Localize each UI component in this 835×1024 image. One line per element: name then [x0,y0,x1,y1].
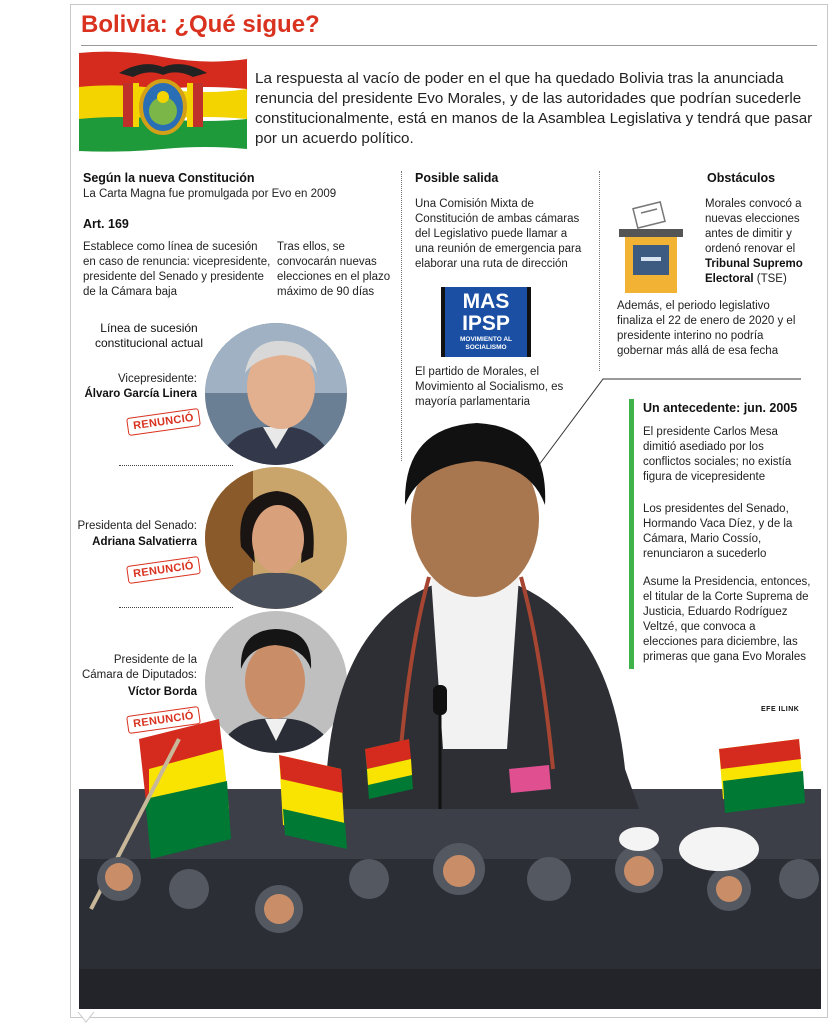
obstaculos-text-2: Además, el periodo legislativo finaliza el 22 de enero de 2020 y el presidente interino no podría gobernar más allá de esa fecha [617,300,796,357]
obstaculos-heading: Obstáculos [707,171,776,185]
title-divider [81,45,817,46]
succession-name-2: Adriana Salvatierra [92,536,197,548]
obstaculos-text-1a: Morales convocó a nuevas elecciones antes de dimitir y ordenó renovar el [705,198,802,255]
intro-paragraph: La respuesta al vacío de poder en el que ha quedado Bolivia tras la anunciada renuncia del presidente Evo Morales, y de las autoridades que podrían sucederle constitucionalmente, está en manos de la Asamblea Legislativa y tendrá que pasar por un acuerdo político. [255,70,813,147]
salida-text: Una Comisión Mixta de Constitución de ambas cámaras del Legislativo puede llamar a una reunión de emergencia para elaborar una ruta de dirección [415,198,582,270]
article-label: Art. 169 [83,217,129,231]
succession-role-1: Vicepresidente: [117,373,197,385]
obstaculos-text-1 [705,197,823,287]
column-divider-2 [599,171,600,371]
mas-ipsp-logo [441,287,531,357]
page-title: Bolivia: ¿Qué sigue? [81,11,320,38]
frame-pointer [76,1012,96,1024]
bolivia-flag-image [79,49,247,153]
infographic [70,4,828,1018]
obstaculos-text-1c: (TSE) [753,273,787,285]
mas-logo-line2: IPSP [462,312,510,335]
succession-title: Línea de sucesión constitucional actual [94,321,204,350]
salida-caption: El partido de Morales, el Movimiento al Socialismo, es mayoría parlamentaria [415,366,564,408]
antecedente-p1: El presidente Carlos Mesa dimitió asediado por los conflictos sociales; no existía figura de vicepresidente [643,426,792,483]
succession-name-3: Víctor Borda [127,686,197,698]
succession-role-3: Presidente de la Cámara de Diputados: [81,654,197,681]
antecedente-p3: Asume la Presidencia, entonces, el titular de la Corte Suprema de Justicia, Eduardo Rodríguez Veltzé, que convoca a elecciones para diciembre, las primeras que gana Evo Morales [643,576,811,663]
antecedente-accent-bar [629,399,634,669]
constitution-heading: Según la nueva Constitución [83,171,255,185]
photo-credit: EFE ILINK [761,706,800,713]
ballot-box-icon [615,201,691,295]
resigned-badge-2: RENUNCIÓ [126,556,201,584]
tse-name: Tribunal Supremo Electoral [705,258,803,285]
article-text-right: Tras ellos, se convocarán nuevas elecciones en el plazo máximo de 90 días [277,241,391,298]
succession-name-1: Álvaro García Linera [84,388,197,400]
mas-logo-sub: MOVIMIENTO AL SOCIALISMO [460,336,512,351]
resigned-badge-3: RENUNCIÓ [126,706,201,734]
article-text-left: Establece como línea de sucesión en caso de renuncia: vicepresidente, presidente del Senado y presidente de la Cámara baja [83,241,271,298]
succession-role-2: Presidenta del Senado: [77,520,197,532]
antecedente-p2: Los presidentes del Senado, Hormando Vaca Díez, y de la Cámara, Mario Cossío, renunciaron a sucederlo [643,503,793,560]
mas-logo-line1: MAS [462,290,510,313]
resigned-badge-1: RENUNCIÓ [126,408,201,436]
antecedente-heading: Un antecedente: jun. 2005 [643,401,798,415]
salida-heading: Posible salida [415,171,499,185]
constitution-subheading: La Carta Magna fue promulgada por Evo en 2009 [83,188,337,200]
main-photo [79,409,821,1009]
